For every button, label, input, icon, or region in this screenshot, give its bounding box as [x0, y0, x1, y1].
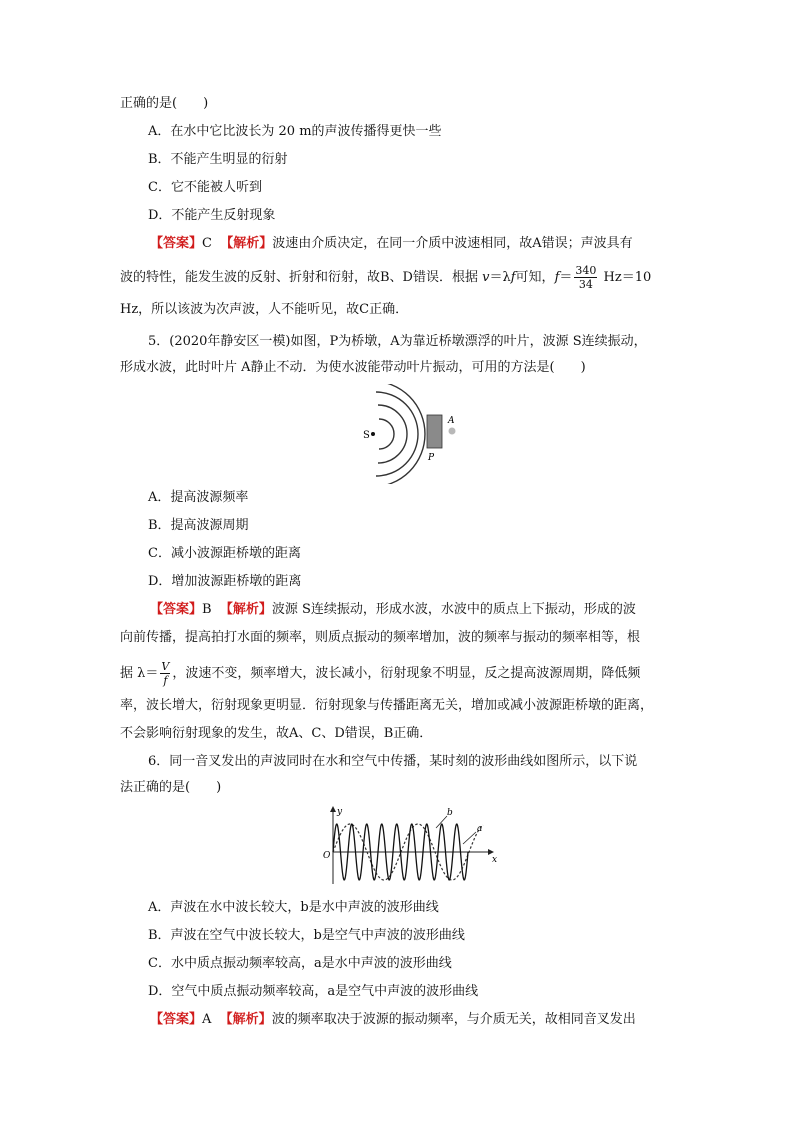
q4-option-c: C．它不能被人听到 [148, 180, 262, 195]
q5-option-b: B．提高波源周期 [148, 518, 249, 533]
q6-option-d-text: D．空气中质点振动频率较高，a是空气中声波的波形曲线 [148, 984, 479, 999]
pier-p [427, 415, 442, 448]
q5-analysis-line3b: ，波速不变，频率增大，波长减小，衍射现象不明显，反之提高波源周期，降低频 [172, 666, 641, 681]
q4-analysis-f: f [510, 270, 516, 285]
label-a-curve: a [477, 824, 483, 834]
q4-analysis-line3: Hz，所以该波为次声波，人不能听见，故C正确． [120, 302, 409, 317]
q6-option-a [148, 898, 439, 918]
label-x: x [492, 855, 498, 865]
q5-option-d: D．增加波源距桥墩的距离 [148, 574, 302, 589]
q4-analysis-line2 [120, 264, 651, 291]
q4-frac-num: 340 [575, 264, 597, 277]
q5-figure [355, 384, 465, 484]
q6-answer: A [202, 1012, 212, 1027]
q4-analysis-eq2: ＝ [559, 270, 573, 285]
q4-analysis-f2: f [554, 270, 560, 285]
q5-analysis-line1: 波源 S连续振动，形成水波，水波中的质点上下振动，形成的波 [271, 602, 636, 617]
q4-frac-den: 34 [578, 278, 593, 291]
q5-answer-tag: 【答案】 [150, 602, 203, 617]
label-a: A [448, 416, 455, 426]
q5-fraction [160, 660, 170, 687]
q5-frac-num: V [161, 660, 170, 673]
pointer-b [436, 816, 447, 828]
q6-option-c [148, 954, 452, 974]
wave-source-dot [371, 432, 375, 436]
q4-answer-tag: 【答案】 [150, 236, 203, 251]
q5-analysis-tag: 【解析】 [219, 602, 272, 617]
q5-answer: B [202, 602, 212, 617]
q5-analysis-line4: 率，波长增大，衍射现象更明显．衍射现象与传播距离无关，增加或减小波源距桥墩的距离， [120, 698, 654, 713]
q5-stem-line2: 形成水波，此时叶片 A静止不动．为使水波能带动叶片振动，可用的方法是( ) [120, 360, 586, 375]
label-s: S [363, 430, 370, 441]
q6-option-d [148, 982, 478, 1002]
q4-answer-line [150, 234, 633, 254]
q4-analysis-eq: ＝λ [489, 270, 511, 285]
q5-analysis-line3 [120, 660, 640, 687]
q4-option-a: A．在水中它比波长为 20 m的声波传播得更快一些 [148, 124, 442, 139]
q4-option-d: D．不能产生反射现象 [148, 208, 276, 223]
label-p: P [428, 453, 435, 463]
wave-arc-1 [379, 419, 394, 449]
q4-analysis-tag: 【解析】 [220, 236, 273, 251]
q6-option-b-text: B．声波在空气中波长较大，b是空气中声波的波形曲线 [148, 928, 465, 943]
q4-analysis-line1: 波速由介质决定，在同一介质中波速相同，故A错误；声波具有 [272, 236, 633, 251]
q6-answer-line [150, 1010, 636, 1030]
label-y: y [337, 807, 343, 817]
q5-frac-den: f [163, 674, 168, 687]
q5-option-c: C．减小波源距桥墩的距离 [148, 546, 301, 561]
q6-figure [318, 802, 503, 887]
q5-analysis-line2: 向前传播，提高拍打水面的频率，则质点振动的频率增加，波的频率与振动的频率相等，根 [120, 630, 641, 645]
q6-stem-line2: 法正确的是( ) [120, 780, 222, 795]
q5-answer-line [150, 600, 636, 620]
q5-analysis-line5: 不会影响衍射现象的发生，故A、C、D错误，B正确． [120, 726, 433, 741]
q6-answer-tag: 【答案】 [150, 1012, 203, 1027]
q4-option-b: B．不能产生明显的衍射 [148, 152, 288, 167]
q6-option-b [148, 926, 465, 946]
q6-analysis-tag: 【解析】 [219, 1012, 272, 1027]
label-b-curve: b [447, 808, 453, 818]
q6-option-a-text: A．声波在水中波长较大，b是水中声波的波形曲线 [148, 900, 439, 915]
q4-fraction [574, 264, 597, 291]
q4-stem-end: 正确的是( ) [120, 96, 209, 111]
q4-analysis-kz: 可知， [515, 270, 555, 285]
q6-option-c-text: C．水中质点振动频率较高，a是水中声波的波形曲线 [148, 956, 452, 971]
q6-stem-line1: 6．同一音叉发出的声波同时在水和空气中传播，某时刻的波形曲线如图所示，以下说 [148, 754, 638, 769]
q5-stem-line1: 5．(2020年静安区一模)如图，P为桥墩，A为靠近桥墩漂浮的叶片，波源 S连续振动， [148, 334, 647, 349]
leaf-a [449, 428, 456, 435]
q4-answer: C [202, 236, 212, 251]
q4-analysis-v: v [482, 270, 490, 285]
wave-arc-2 [378, 405, 407, 463]
q4-analysis-line2a: 波的特性，能发生波的反射、折射和衍射，故B、D错误．根据 [120, 270, 478, 285]
label-o: O [323, 851, 331, 861]
q5-analysis-line3a: 据 λ＝ [120, 666, 159, 681]
q4-analysis-hz: Hz＝10 [603, 270, 652, 285]
q5-option-a: A．提高波源频率 [148, 490, 249, 505]
q6-analysis-line1: 波的频率取决于波源的振动频率，与介质无关，故相同音叉发出 [271, 1012, 636, 1027]
